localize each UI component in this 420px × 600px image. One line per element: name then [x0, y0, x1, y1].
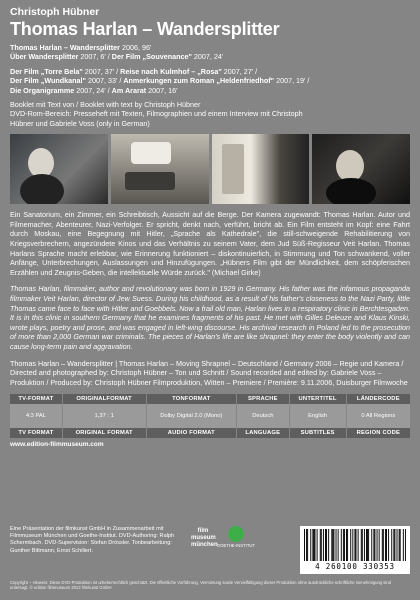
barcode-bar [326, 529, 327, 561]
barcode-bar [307, 529, 308, 561]
barcode-bar [346, 529, 347, 561]
barcode-bar [356, 529, 357, 561]
barcode-bar [388, 529, 389, 561]
barcode-bar [377, 529, 378, 561]
barcode-bar [310, 529, 311, 561]
barcode-bar [321, 529, 322, 561]
film-still-image [312, 134, 410, 204]
spec-value: 0 All Regions [346, 404, 410, 428]
barcode-bar [374, 529, 375, 561]
barcode-bar [383, 529, 384, 561]
film-museum-logo: film museum münchen [191, 528, 218, 548]
spec-header: SUBTITLES [289, 428, 346, 438]
barcode-bar [332, 529, 333, 561]
barcode-bar [343, 529, 344, 561]
film-still-image [212, 134, 310, 204]
english-synopsis: Thomas Harlan, filmmaker, author and revolutionary was born in 1929 in Germany. His father was the infamous propaganda filmmaker Veit Harlan, director of Jew Suess. During his childhood, as a result of his father's closeness to the Nazi Party, little Thomas came face to face with Hitler and Goebbels. Now a frail old man, Harlan lives in a respiratory clinic in Berchtesgaden. It is in this clinic in southern Germany that he examines fragments of his past. He met with Gilles Deleuze and Klaus Kinski, wrote plays, poetry and prose, and was engaged in left-wing discourse. His archival research in Poland led to the prosecution of more than 2,000 German war criminals. The pieces of Harlan's life are like shrapnel: they enter the body violently and can cause long-term pain and aggravation. [10, 284, 410, 351]
barcode-bar [323, 529, 324, 561]
spec-header: LÄNDERCODE [346, 394, 410, 404]
spec-value: 4:3 PAL [10, 404, 62, 428]
director-name: Christoph Hübner [10, 6, 100, 18]
goethe-institut-logo [217, 526, 255, 550]
barcode-bar [394, 529, 395, 561]
spec-header: TONFORMAT [146, 394, 237, 404]
spec-value-row [10, 404, 410, 428]
spec-header-row-en [10, 428, 410, 438]
barcode-bar [331, 529, 332, 561]
barcode-bar [373, 529, 374, 561]
partner-logos [191, 526, 255, 550]
barcode-bar [304, 529, 305, 561]
barcode-bar [397, 529, 398, 561]
technical-spec-table [10, 394, 410, 438]
barcode-bar [386, 529, 387, 561]
publisher-url[interactable]: www.edition-filmmuseum.com [10, 441, 104, 449]
barcode-bar [400, 529, 401, 561]
barcode-bar [382, 529, 383, 561]
barcode-bar [379, 529, 380, 561]
film-still-image [111, 134, 209, 204]
barcode-bar [361, 529, 362, 561]
barcode-bars-icon [304, 529, 406, 561]
barcode-bar [364, 529, 365, 561]
spec-header: UNTERTITEL [289, 394, 346, 404]
spec-header: SPRACHE [237, 394, 289, 404]
spec-header: TV-FORMAT [10, 394, 62, 404]
barcode-bar [358, 529, 359, 561]
german-synopsis: Ein Sanatorium, ein Zimmer, ein Schreibtisch, Aussicht auf die Berge. Der Kamera zugewandt: Thomas Harlan. Autor und Filmemacher, Abenteurer, Nazi-Verfolger. Er spricht, denkt nach, verführt, bricht ab. Ein Film entsteht im Kopf: eine Fahrt durch Moskau, eine Begegnung mit Hitler, „Sprache als Kathedrale", die still-schweigende Rehabilitierung von Kriegsverbrechern, angezündete Kinos und das Verhältnis zu seinem Vater, dem Jud Süß-Regisseur Veit Harlan. Thomas Harlans Sprache macht erlebbar, wie Erinnerung funktioniert – diskontinuierlich, in Stimmung und Ton schwankend, voller Anfänge, Unterbrechungen, Auslassungen und Hinzufügungen. „Hübners Film gibt der Mündlichkeit, dem schöpferischen Erzählen und Zeugnis-Geben, die intellektuelle Würde zurück." (Michael Girke) [10, 210, 410, 277]
barcode-bar [320, 529, 321, 561]
film-list-item: Über Wandersplitter 2007, 6' / Der Film „Souvenance" 2007, 24' [10, 52, 224, 62]
barcode [300, 526, 410, 574]
barcode-bar [312, 529, 313, 561]
barcode-bar [367, 529, 368, 561]
barcode-bar [385, 529, 386, 561]
barcode-bar [344, 529, 345, 561]
film-list-extras [10, 67, 410, 95]
header-block [0, 0, 420, 128]
barcode-bar [338, 529, 339, 561]
spec-header: LANGUAGE [237, 428, 289, 438]
barcode-bar [405, 529, 406, 561]
booklet-info [10, 100, 410, 128]
spec-value: Dolby Digital 2.0 (Mono) [146, 404, 237, 428]
barcode-bar [352, 529, 353, 561]
barcode-bar [306, 529, 307, 561]
barcode-bar [391, 529, 392, 561]
barcode-bar [347, 529, 348, 561]
spec-value: 1,37 : 1 [62, 404, 146, 428]
barcode-bar [362, 529, 363, 561]
barcode-bar [399, 529, 400, 561]
film-list-item: Thomas Harlan – Wandersplitter 2006, 96' [10, 43, 152, 52]
booklet-line: Booklet mit Text von / Booklet with text by Christoph Hübner [10, 100, 201, 110]
film-list-main [10, 43, 410, 62]
spec-header: REGION CODE [346, 428, 410, 438]
film-list-item: Die Organigramme 2007, 24' / Am Ararat 2007, 16' [10, 85, 178, 95]
film-list-item: Der Film „Torre Bela" 2007, 37' / Reise nach Kulmhof – „Rosa" 2007, 27' / [10, 66, 258, 76]
spec-value: English [289, 404, 346, 428]
barcode-bar [368, 529, 369, 561]
barcode-bar [393, 529, 394, 561]
film-stills-strip [10, 134, 410, 204]
spec-header-row-de [10, 394, 410, 404]
credits-block: Thomas Harlan – Wandersplitter | Thomas Harlan – Moving Shrapnel – Deutschland / Germany 2006 – Regie und Kamera / Directed and photographed by: Christoph Hübner – Ton und Schnitt / Sound recorded and edited by: Gabriele Voss – Produktion / Produced by: Christoph Hübner Filmproduktion, Witten – Premiere / Première: 9.11.2006, Duisburger Filmwoche [10, 358, 408, 387]
barcode-bar [371, 529, 372, 561]
spec-header: ORIGINAL FORMAT [62, 428, 146, 438]
barcode-bar [403, 529, 404, 561]
legal-notice: Copyright – Hinweis: Diese DVD-Produktion ist urheberrechtlich geschützt. Die öffentliche Vorführung, Vermietung sowie Vervielfältigung dieser Produktion ohne ausdrückliche schriftliche Genehmigung sind untersagt. © edition filmmuseum 2013 filmkunst GmbH [10, 580, 391, 591]
spec-header: ORIGINALFORMAT [62, 394, 146, 404]
spec-header: TV FORMAT [10, 428, 62, 438]
footer-block [10, 526, 410, 574]
barcode-bar [366, 529, 367, 561]
barcode-bar [315, 529, 316, 561]
goethe-label: GOETHE-INSTITUT [217, 543, 255, 548]
production-credits: Eine Präsentation der filmkunst GmbH in Zusammenarbeit mit Filmmuseum München und Goethe-Institut. DVD-Authoring: Ralph Schermbach. DVD-Supervision: Stefan Drössler. Tonbearbeitung: Gunther Bittmann, Ernst Schillert. [10, 526, 175, 554]
barcode-bar [317, 529, 318, 561]
goethe-circle-icon [228, 526, 244, 542]
film-title: Thomas Harlan – Wandersplitter [10, 19, 280, 39]
booklet-line: DVD-Rom-Bereich: Presseheft mit Texten, Filmographien und einem Interview mit Christoph [10, 109, 303, 119]
barcode-bar [333, 529, 334, 561]
barcode-bar [313, 529, 314, 561]
barcode-bar [325, 529, 326, 561]
film-still-image [10, 134, 108, 204]
barcode-bar [354, 529, 355, 561]
barcode-bar [350, 529, 351, 561]
spec-value: Deutsch [237, 404, 289, 428]
barcode-bar [328, 529, 329, 561]
film-list-item: Der Film „Wundkanal" 2007, 33' / Anmerkungen zum Roman „Heldenfriedhof" 2007, 19' / [10, 76, 310, 86]
barcode-number: 4 260100 330353 [315, 562, 395, 571]
barcode-bar [336, 529, 337, 561]
barcode-bar [341, 529, 342, 561]
booklet-line: Hübner und Gabriele Voss (only in German) [10, 118, 150, 128]
spec-header: AUDIO FORMAT [146, 428, 237, 438]
